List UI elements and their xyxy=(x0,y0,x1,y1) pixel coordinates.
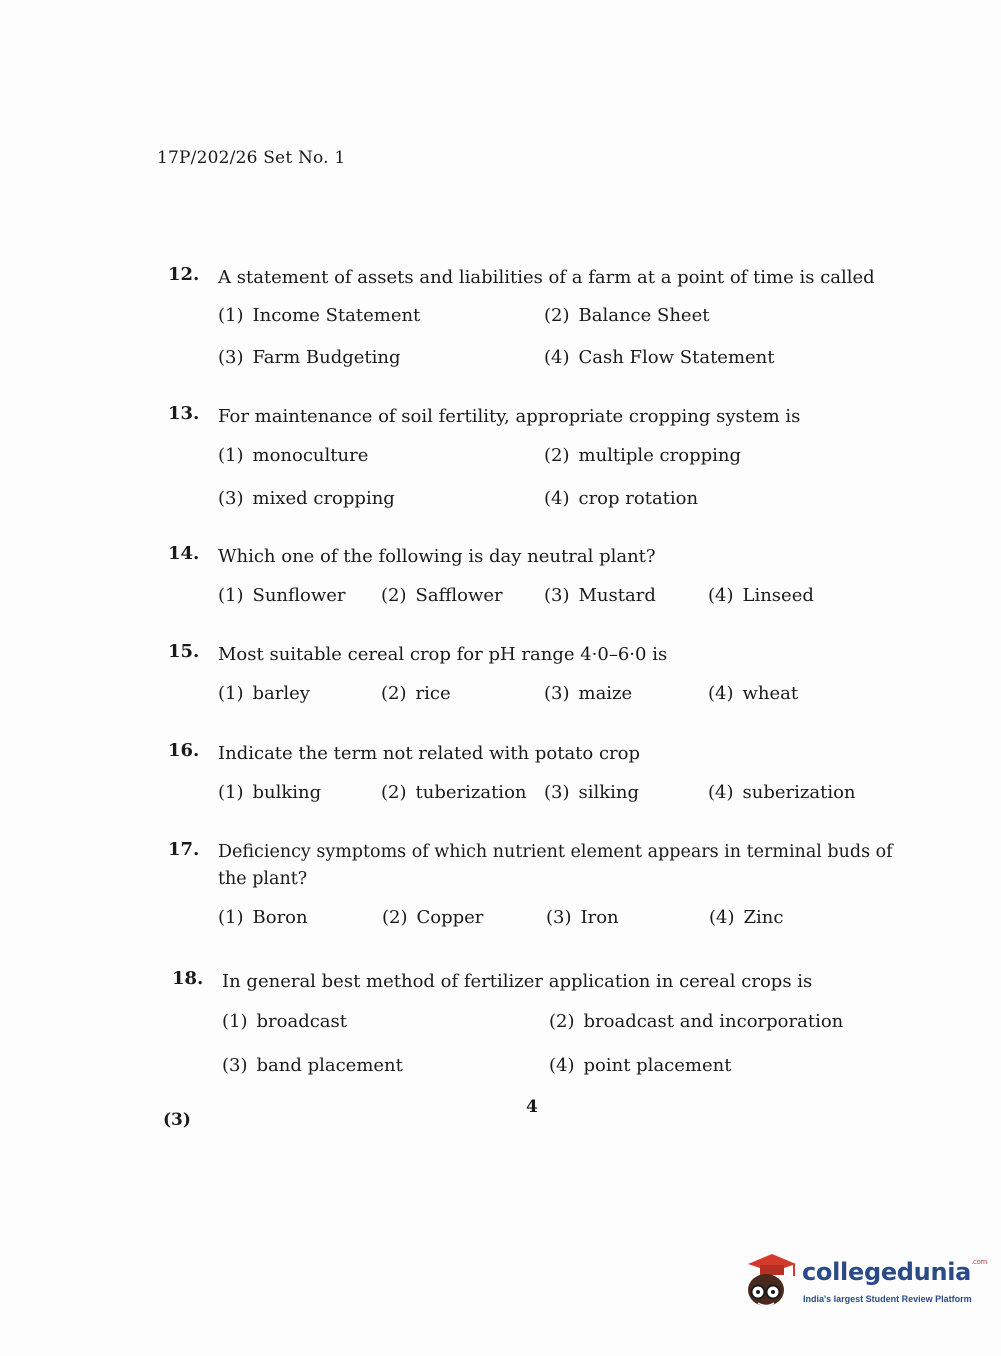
option-text: Zinc xyxy=(743,907,784,928)
option-text: Sunflower xyxy=(252,585,346,606)
option-3 xyxy=(544,585,656,606)
question-number: 13. xyxy=(168,403,200,424)
option-text: Cash Flow Statement xyxy=(578,347,775,368)
option-text: Linseed xyxy=(742,585,814,606)
option-2 xyxy=(381,782,527,803)
option-text: monoculture xyxy=(252,445,369,466)
question-text: A statement of assets and liabilities of a farm at a point of time is called xyxy=(218,267,875,288)
option-number: (3) xyxy=(222,1055,248,1076)
option-number: (1) xyxy=(218,907,244,928)
option-3 xyxy=(544,683,632,704)
option-number: (1) xyxy=(218,445,244,466)
option-2 xyxy=(381,683,451,704)
logo-wordmark: collegedunia$^{.com}$ xyxy=(802,1258,988,1286)
option-number: (1) xyxy=(218,305,244,326)
option-text: broadcast and incorporation xyxy=(583,1011,844,1032)
question-15 xyxy=(168,641,908,718)
option-text: Iron xyxy=(580,907,619,928)
question-18 xyxy=(172,968,912,1087)
option-text: multiple cropping xyxy=(578,445,742,466)
option-number: (3) xyxy=(544,782,570,803)
mascot-icon xyxy=(742,1250,802,1312)
option-text: Safflower xyxy=(415,585,503,606)
option-4 xyxy=(708,683,798,704)
option-number: (3) xyxy=(218,488,244,509)
option-text: Balance Sheet xyxy=(578,305,710,326)
footer-answer-mark: (3) xyxy=(163,1110,191,1130)
option-3 xyxy=(218,488,395,509)
option-number: (2) xyxy=(381,782,407,803)
question-text: Which one of the following is day neutral plant? xyxy=(218,546,656,567)
option-number: (1) xyxy=(218,782,244,803)
question-12 xyxy=(168,264,908,383)
question-number: 14. xyxy=(168,543,200,564)
option-number: (4) xyxy=(708,782,734,803)
option-text: Mustard xyxy=(578,585,656,606)
option-text: mixed cropping xyxy=(252,488,395,509)
option-text: point placement xyxy=(583,1055,732,1076)
question-14 xyxy=(168,543,908,620)
option-number: (4) xyxy=(709,907,735,928)
option-number: (2) xyxy=(544,305,570,326)
option-1 xyxy=(222,1011,347,1032)
option-text: tuberization xyxy=(415,782,527,803)
option-text: Farm Budgeting xyxy=(252,347,401,368)
option-2 xyxy=(544,445,741,466)
option-3 xyxy=(546,907,619,928)
option-4 xyxy=(544,347,775,368)
option-1 xyxy=(218,683,310,704)
question-text: Indicate the term not related with potato crop xyxy=(218,743,641,764)
logo-com: .com xyxy=(971,1258,988,1266)
question-16 xyxy=(168,740,908,817)
question-text: Most suitable cereal crop for pH range 4·0–6·0 is xyxy=(218,644,668,665)
option-number: (2) xyxy=(544,445,570,466)
question-text: Deficiency symptoms of which nutrient element appears in terminal buds of the plant? xyxy=(218,842,893,889)
option-number: (4) xyxy=(544,488,570,509)
paper-code: 17P/202/26 Set No. 1 xyxy=(157,148,346,168)
option-4 xyxy=(544,488,698,509)
question-number: 18. xyxy=(172,968,204,989)
option-number: (3) xyxy=(218,347,244,368)
option-number: (2) xyxy=(549,1011,575,1032)
option-text: maize xyxy=(578,683,633,704)
question-text: For maintenance of soil fertility, appropriate cropping system is xyxy=(218,406,801,427)
option-1 xyxy=(218,305,420,326)
option-text: band placement xyxy=(256,1055,403,1076)
collegedunia-logo xyxy=(742,1250,988,1312)
question-number: 15. xyxy=(168,641,200,662)
option-number: (1) xyxy=(222,1011,248,1032)
option-number: (1) xyxy=(218,683,244,704)
option-2 xyxy=(549,1011,843,1032)
option-text: crop rotation xyxy=(578,488,699,509)
option-1 xyxy=(218,445,368,466)
option-2 xyxy=(382,907,483,928)
option-text: suberization xyxy=(742,782,856,803)
question-13 xyxy=(168,403,908,522)
option-text: Income Statement xyxy=(252,305,421,326)
option-text: broadcast xyxy=(256,1011,348,1032)
question-text: In general best method of fertilizer application in cereal crops is xyxy=(222,971,813,992)
option-number: (1) xyxy=(218,585,244,606)
option-number: (4) xyxy=(708,585,734,606)
question-17 xyxy=(168,839,898,943)
option-1 xyxy=(218,585,346,606)
question-number: 16. xyxy=(168,740,200,761)
option-text: silking xyxy=(578,782,640,803)
option-number: (4) xyxy=(708,683,734,704)
option-number: (2) xyxy=(381,683,407,704)
option-4 xyxy=(708,585,814,606)
option-text: Boron xyxy=(252,907,308,928)
option-2 xyxy=(381,585,503,606)
option-text: barley xyxy=(252,683,310,704)
option-text: wheat xyxy=(742,683,799,704)
option-number: (3) xyxy=(546,907,572,928)
option-text: bulking xyxy=(252,782,322,803)
option-1 xyxy=(218,907,308,928)
option-number: (4) xyxy=(549,1055,575,1076)
option-number: (4) xyxy=(544,347,570,368)
option-2 xyxy=(544,305,709,326)
option-4 xyxy=(709,907,783,928)
option-3 xyxy=(218,347,401,368)
option-number: (3) xyxy=(544,585,570,606)
option-text: Copper xyxy=(416,907,484,928)
option-4 xyxy=(549,1055,731,1076)
question-number: 17. xyxy=(168,839,200,860)
option-number: (2) xyxy=(382,907,408,928)
page-number: 4 xyxy=(526,1097,538,1117)
option-3 xyxy=(544,782,639,803)
option-number: (2) xyxy=(381,585,407,606)
option-1 xyxy=(218,782,321,803)
option-3 xyxy=(222,1055,403,1076)
option-4 xyxy=(708,782,856,803)
option-text: rice xyxy=(415,683,451,704)
option-number: (3) xyxy=(544,683,570,704)
logo-tagline: India's largest Student Review Platform xyxy=(803,1294,972,1304)
question-number: 12. xyxy=(168,264,200,285)
